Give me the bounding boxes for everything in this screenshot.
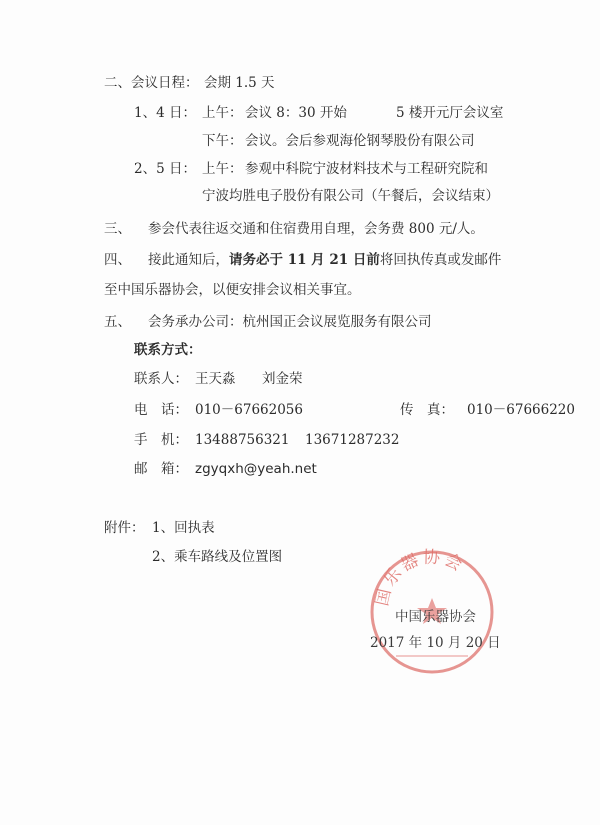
- contact-mobile-1: 13488756321: [195, 432, 290, 448]
- contact-email: zgyqxh@yeah.net: [195, 461, 317, 477]
- section4-cont: 至中国乐器协会，以便安排会议相关事宜。: [104, 282, 361, 298]
- seal-text: 国乐器协会: [372, 548, 468, 608]
- day1-morning-label: 上午：: [202, 105, 243, 121]
- day1-prefix: 1、4 日：: [134, 105, 196, 121]
- attachments-label: 附件：: [104, 520, 145, 536]
- day1-location: 5 楼开元厅会议室: [396, 105, 504, 121]
- section5-text: 会务承办公司：杭州国正会议展览服务有限公司: [148, 314, 432, 330]
- signature-date: 2017 年 10 月 20 日: [370, 635, 501, 651]
- contact-phone-label: 电 话：: [134, 402, 188, 418]
- day1-afternoon: 会议。会后参观海伦钢琴股份有限公司: [245, 133, 475, 149]
- day1-afternoon-label: 下午：: [202, 133, 243, 149]
- attachment-item-1: 1、回执表: [152, 520, 215, 536]
- contact-person-2: 刘金荣: [262, 371, 303, 387]
- section4-text-a: 接此通知后，: [148, 252, 229, 268]
- svg-text:国乐器协会: [372, 548, 468, 608]
- contact-email-label: 邮 箱：: [134, 461, 188, 477]
- section3-num: 三、: [104, 221, 131, 237]
- attachment-item-2: 2、乘车路线及位置图: [152, 549, 283, 565]
- section4-line: [148, 251, 501, 269]
- day1-morning: 会议 8：30 开始: [245, 105, 347, 121]
- contact-fax: 010－67666220: [467, 402, 575, 418]
- contact-person-label: 联系人：: [134, 371, 188, 387]
- day2-morning-cont: 宁波均胜电子股份有限公司（午餐后，会议结束）: [202, 188, 499, 204]
- section4-text-b: 将回执传真或发邮件: [379, 252, 502, 268]
- section4-num: 四、: [104, 252, 131, 268]
- contact-mobile-2: 13671287232: [305, 432, 400, 448]
- contact-heading: 联系方式：: [134, 342, 202, 358]
- day2-prefix: 2、5 日：: [134, 161, 196, 177]
- contact-phone: 010－67662056: [195, 402, 303, 418]
- day2-morning: 参观中科院宁波材料技术与工程研究院和: [245, 161, 488, 177]
- agenda-heading-value: 会期 1.5 天: [204, 75, 275, 91]
- agenda-heading-label: 二、会议日程：: [104, 75, 199, 91]
- contact-mobile-label: 手 机：: [134, 432, 188, 448]
- contact-person-1: 王天淼: [195, 371, 236, 387]
- contact-fax-label: 传 真：: [400, 402, 454, 418]
- day2-morning-label: 上午：: [202, 161, 243, 177]
- section5-num: 五、: [104, 314, 131, 330]
- section3-text: 参会代表往返交通和住宿费用自理，会务费 800 元/人。: [148, 221, 484, 237]
- section4-deadline: 请务必于 11 月 21 日前: [229, 252, 380, 268]
- signature-org: 中国乐器协会: [395, 609, 476, 625]
